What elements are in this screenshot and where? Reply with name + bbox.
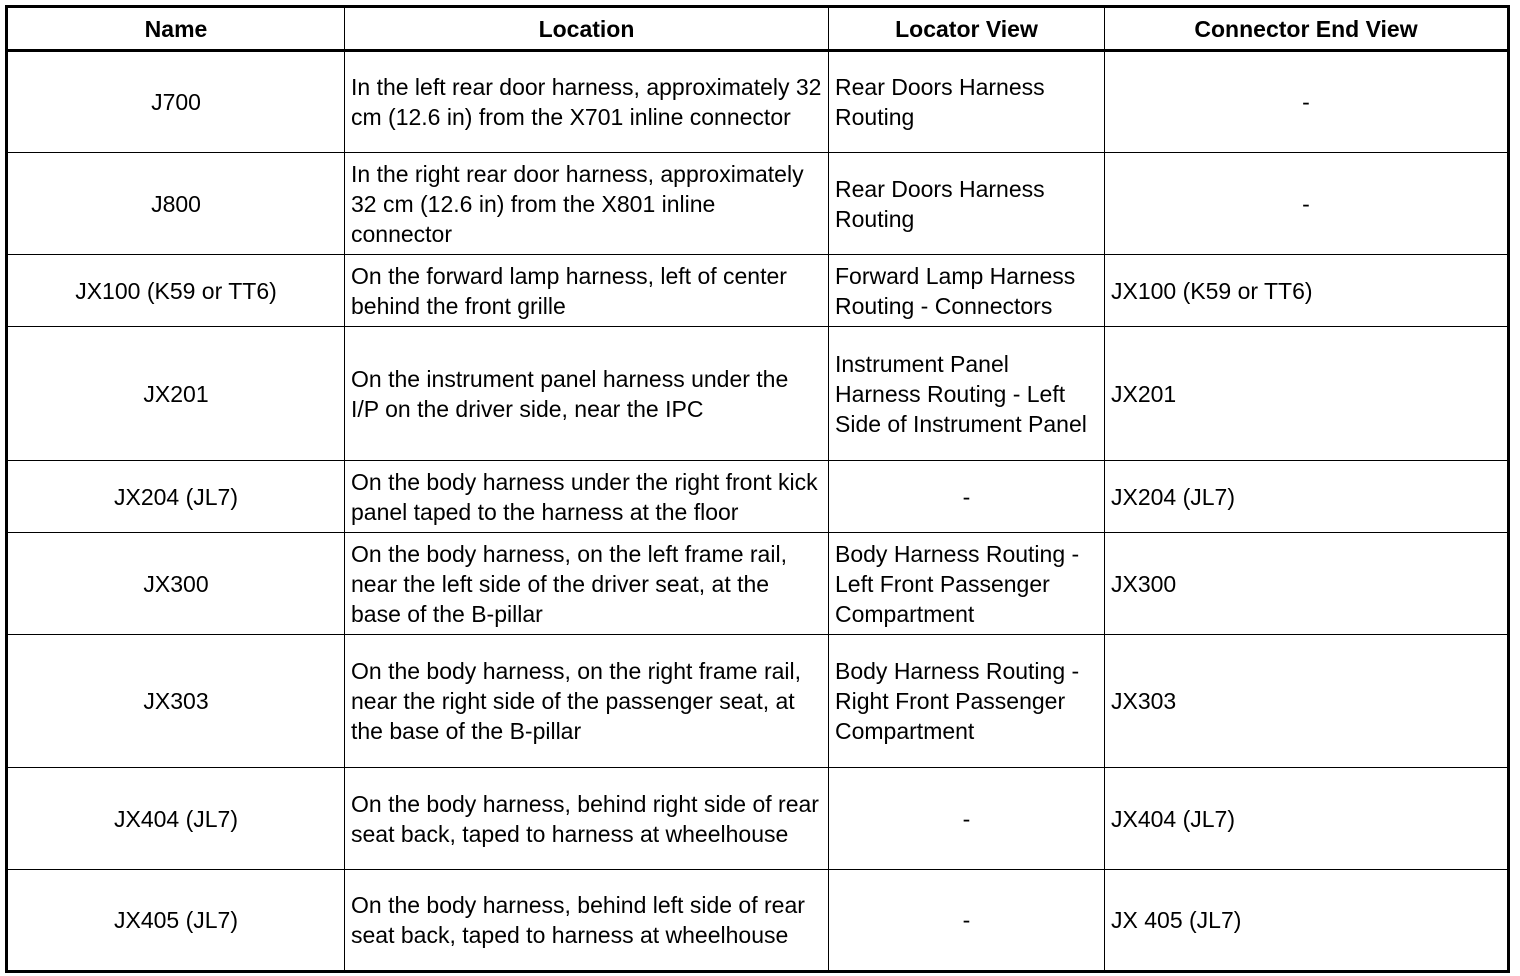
cell-connector-end-view: JX100 (K59 or TT6)	[1105, 255, 1509, 327]
cell-name: JX405 (JL7)	[7, 870, 345, 972]
cell-name: JX201	[7, 327, 345, 461]
cell-connector-end-view: JX204 (JL7)	[1105, 461, 1509, 533]
cell-locator-view: Body Harness Routing - Left Front Passenger Compartment	[829, 533, 1105, 635]
cell-name: J700	[7, 51, 345, 153]
cell-connector-end-view: JX 405 (JL7)	[1105, 870, 1509, 972]
cell-connector-end-view: -	[1105, 51, 1509, 153]
cell-name: J800	[7, 153, 345, 255]
cell-connector-end-view: JX300	[1105, 533, 1509, 635]
cell-connector-end-view: JX303	[1105, 635, 1509, 768]
cell-location: On the body harness, behind left side of rear seat back, taped to harness at wheelhouse	[345, 870, 829, 972]
cell-location: On the body harness, on the right frame rail, near the right side of the passenger seat, at the base of the B-pillar	[345, 635, 829, 768]
cell-location: On the body harness, on the left frame rail, near the left side of the driver seat, at the base of the B-pillar	[345, 533, 829, 635]
cell-location: On the body harness, behind right side of rear seat back, taped to harness at wheelhouse	[345, 768, 829, 870]
cell-location: In the right rear door harness, approximately 32 cm (12.6 in) from the X801 inline connector	[345, 153, 829, 255]
header-location: Location	[345, 7, 829, 51]
table-row	[7, 255, 1509, 327]
header-row	[7, 7, 1509, 51]
table-row	[7, 870, 1509, 972]
cell-locator-view: -	[829, 870, 1105, 972]
cell-connector-end-view: JX404 (JL7)	[1105, 768, 1509, 870]
cell-locator-view: Instrument Panel Harness Routing - Left Side of Instrument Panel	[829, 327, 1105, 461]
table-row	[7, 153, 1509, 255]
cell-name: JX300	[7, 533, 345, 635]
cell-locator-view: -	[829, 768, 1105, 870]
table-row	[7, 533, 1509, 635]
table-row	[7, 51, 1509, 153]
table-row	[7, 635, 1509, 768]
header-connector-end-view: Connector End View	[1105, 7, 1509, 51]
connector-table	[5, 5, 1510, 973]
cell-name: JX204 (JL7)	[7, 461, 345, 533]
cell-name: JX404 (JL7)	[7, 768, 345, 870]
cell-locator-view: Rear Doors Harness Routing	[829, 153, 1105, 255]
cell-name: JX100 (K59 or TT6)	[7, 255, 345, 327]
cell-connector-end-view: JX201	[1105, 327, 1509, 461]
table-row	[7, 327, 1509, 461]
cell-location: On the instrument panel harness under the I/P on the driver side, near the IPC	[345, 327, 829, 461]
table-row	[7, 461, 1509, 533]
cell-locator-view: Rear Doors Harness Routing	[829, 51, 1105, 153]
cell-name: JX303	[7, 635, 345, 768]
cell-locator-view: -	[829, 461, 1105, 533]
cell-location: In the left rear door harness, approximately 32 cm (12.6 in) from the X701 inline connector	[345, 51, 829, 153]
header-locator-view: Locator View	[829, 7, 1105, 51]
cell-location: On the forward lamp harness, left of center behind the front grille	[345, 255, 829, 327]
cell-locator-view: Forward Lamp Harness Routing - Connectors	[829, 255, 1105, 327]
cell-location: On the body harness under the right front kick panel taped to the harness at the floor	[345, 461, 829, 533]
cell-connector-end-view: -	[1105, 153, 1509, 255]
table-row	[7, 768, 1509, 870]
header-name: Name	[7, 7, 345, 51]
cell-locator-view: Body Harness Routing - Right Front Passenger Compartment	[829, 635, 1105, 768]
